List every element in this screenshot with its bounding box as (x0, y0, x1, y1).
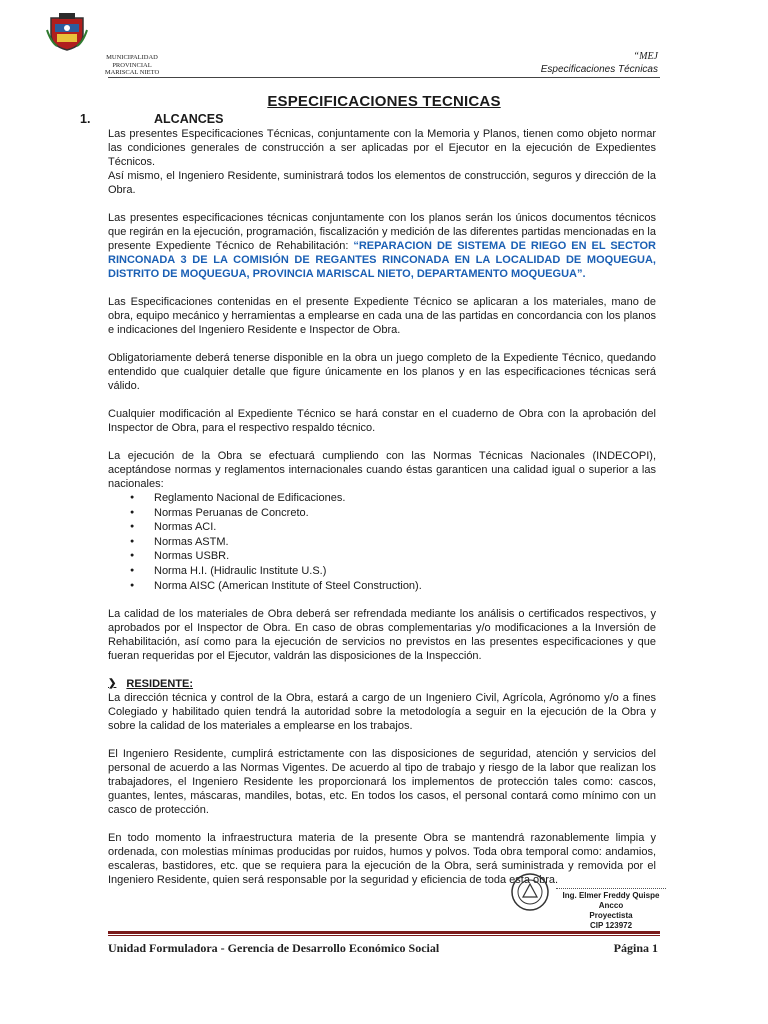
document-title: ESPECIFICACIONES TECNICAS (267, 93, 501, 110)
signer-cip: CIP 123972 (589, 921, 633, 930)
caption-line-3: MARISCAL NIETO (104, 69, 160, 76)
section-title: ALCANCES (154, 112, 224, 126)
paragraph-objective: Las presentes Especificaciones Técnicas, conjuntamente con la Memoria y Planos, tienen como objeto normar las condiciones generales de construcción a ser aplicadas por el Ejecutor en la ejecución de Expedientes Técnicos. (108, 128, 656, 168)
paragraph-availability: Obligatoriamente deberá tenerse disponible en la obra un juego completo de la Expediente Técnico, quedando entendido que cualquier detalle que figure únicamente en los planos y en las especificaciones técnicas será válido. (108, 352, 656, 392)
caption-line-2: PROVINCIAL (112, 61, 152, 69)
paragraph-residente-direction: La dirección técnica y control de la Obra, estará a cargo de un Ingeniero Civil, Agrícola, Agrónomo y/o a fines Colegiado y habilitado quien tendrá la autoridad sobre la metodología a seguir en la ejecución de la Obra y sobre la calidad de los materiales a emplearse en los trabajos. (108, 692, 656, 733)
signature-line (556, 888, 666, 889)
list-item: ● Normas ACI. (108, 520, 656, 535)
chevron-right-icon: ❯ (108, 678, 117, 690)
list-item: ● Norma AISC (American Institute of Steel Construction). (108, 579, 656, 594)
municipality-crest-logo (45, 12, 89, 52)
document-body (108, 127, 656, 901)
paragraph-residente-cleanliness: En todo momento la infraestructura materia de la presente Obra se mantendrá razonablemente limpia y ordenada, con molestias mínimas producidas por ruidos, humos y polvos. Toda obra temporal como: andamios, escaleras, bastidores, etc. que se requiera para la ejecución de la Obra, será suministrada y removida por el Ingeniero Residente, quien será responsable por la seguridad y eficiencia de toda esta obra. (108, 832, 656, 887)
caption-line-1: MUNICIPALIDAD (106, 54, 158, 61)
list-item: ● Reglamento Nacional de Edificaciones. (108, 491, 656, 506)
signer-role: Proyectista (589, 911, 633, 920)
paragraph-residente-safety: El Ingeniero Residente, cumplirá estrictamente con las disposiciones de seguridad, atención y servicios del personal de acuerdo a las Normas Vigentes. De acuerdo al tipo de trabajo y riesgo de la labor que realizan los trabajadores, el Ingeniero Residente les proporcionará los implementos de protección tales como: cascos, guantes, lentes, máscaras, mandiles, botas, etc. En todos los casos, el personal contará como mínimo con un casco de protección. (108, 748, 656, 817)
paragraph-resident-supply: Así mismo, el Ingeniero Residente, suministrará todos los elementos de construcción, seguros y dirección de la Obra. (108, 170, 656, 196)
footer-unit: Unidad Formuladora - Gerencia de Desarrollo Económico Social (108, 941, 440, 955)
paragraph-material-quality: La calidad de los materiales de Obra deberá ser refrendada mediante los análisis o certificados respectivos, y aprobados por el Inspector de Obra. En caso de obras complementarias y/o modificaciones a la Inversión de Rehabilitación, así como para la ejecución de servicios no previstos en las presentes especificaciones y que fueran requeridas por el Ejecutor, valdrán las disposiciones de la Inspección. (108, 608, 656, 663)
scope-intro: Las presentes especificaciones técnicas conjuntamente con los planos serán los únicos documentos técnicos que regirán en la ejecución, programación, fiscalización y medición de las diferentes partidas mencionadas en la presente Expediente Técnico de Rehabilitación: (108, 212, 656, 252)
municipality-caption (86, 54, 178, 77)
footer-rule-thin (108, 935, 660, 936)
paragraph-norms-intro: La ejecución de la Obra se efectuará cumpliendo con las Normas Técnicas Nacionales (INDECOPI), aceptándose normas y reglamentos internacionales cuando éstas garanticen una calidad igual o superior a las nacionales: (108, 450, 656, 490)
list-item: ● Norma H.I. (Hidraulic Institute U.S.) (108, 564, 656, 579)
section-number: 1. (80, 112, 91, 126)
header-divider (108, 77, 660, 78)
residente-heading (108, 677, 656, 691)
footer-rule-thick (108, 931, 660, 934)
page-number: Página 1 (613, 941, 658, 955)
list-item: ● Normas USBR. (108, 549, 656, 564)
project-name: “REPARACION DE SISTEMA DE RIEGO EN EL SECTOR RINCONADA 3 DE LA COMISIÓN DE REGANTES RINCONADA EN LA LOCALIDAD DE MOQUEGUA, DISTRITO DE MOQUEGUA, PROVINCIA MARISCAL NIETO, DEPARTAMENTO MOQUEGUA”. (108, 240, 656, 280)
paragraph-application: Las Especificaciones contenidas en el presente Expediente Técnico se aplicaran a los materiales, mano de obra, equipo mecánico y herramientas a emplearse en cada una de las partidas en concordancia con los planos e indicaciones del Ingeniero Residente e Inspector de Obra. (108, 296, 656, 336)
norms-list (108, 491, 656, 593)
signer-name: Ing. Elmer Freddy Quispe Ancco (562, 891, 660, 910)
list-item: ● Normas ASTM. (108, 535, 656, 550)
residente-heading-label: RESIDENTE: (126, 678, 194, 691)
paragraph-scope (108, 211, 656, 281)
professional-seal-icon (510, 872, 550, 912)
signature-block (556, 891, 666, 931)
header-project-code: “MEJ (633, 51, 658, 62)
header-doc-type: Especificaciones Técnicas (540, 64, 658, 75)
paragraph-modifications: Cualquier modificación al Expediente Técnico se hará constar en el cuaderno de Obra con la aprobación del Inspector de Obra, para el respectivo respaldo técnico. (108, 408, 656, 434)
list-item: ● Normas Peruanas de Concreto. (108, 506, 656, 521)
